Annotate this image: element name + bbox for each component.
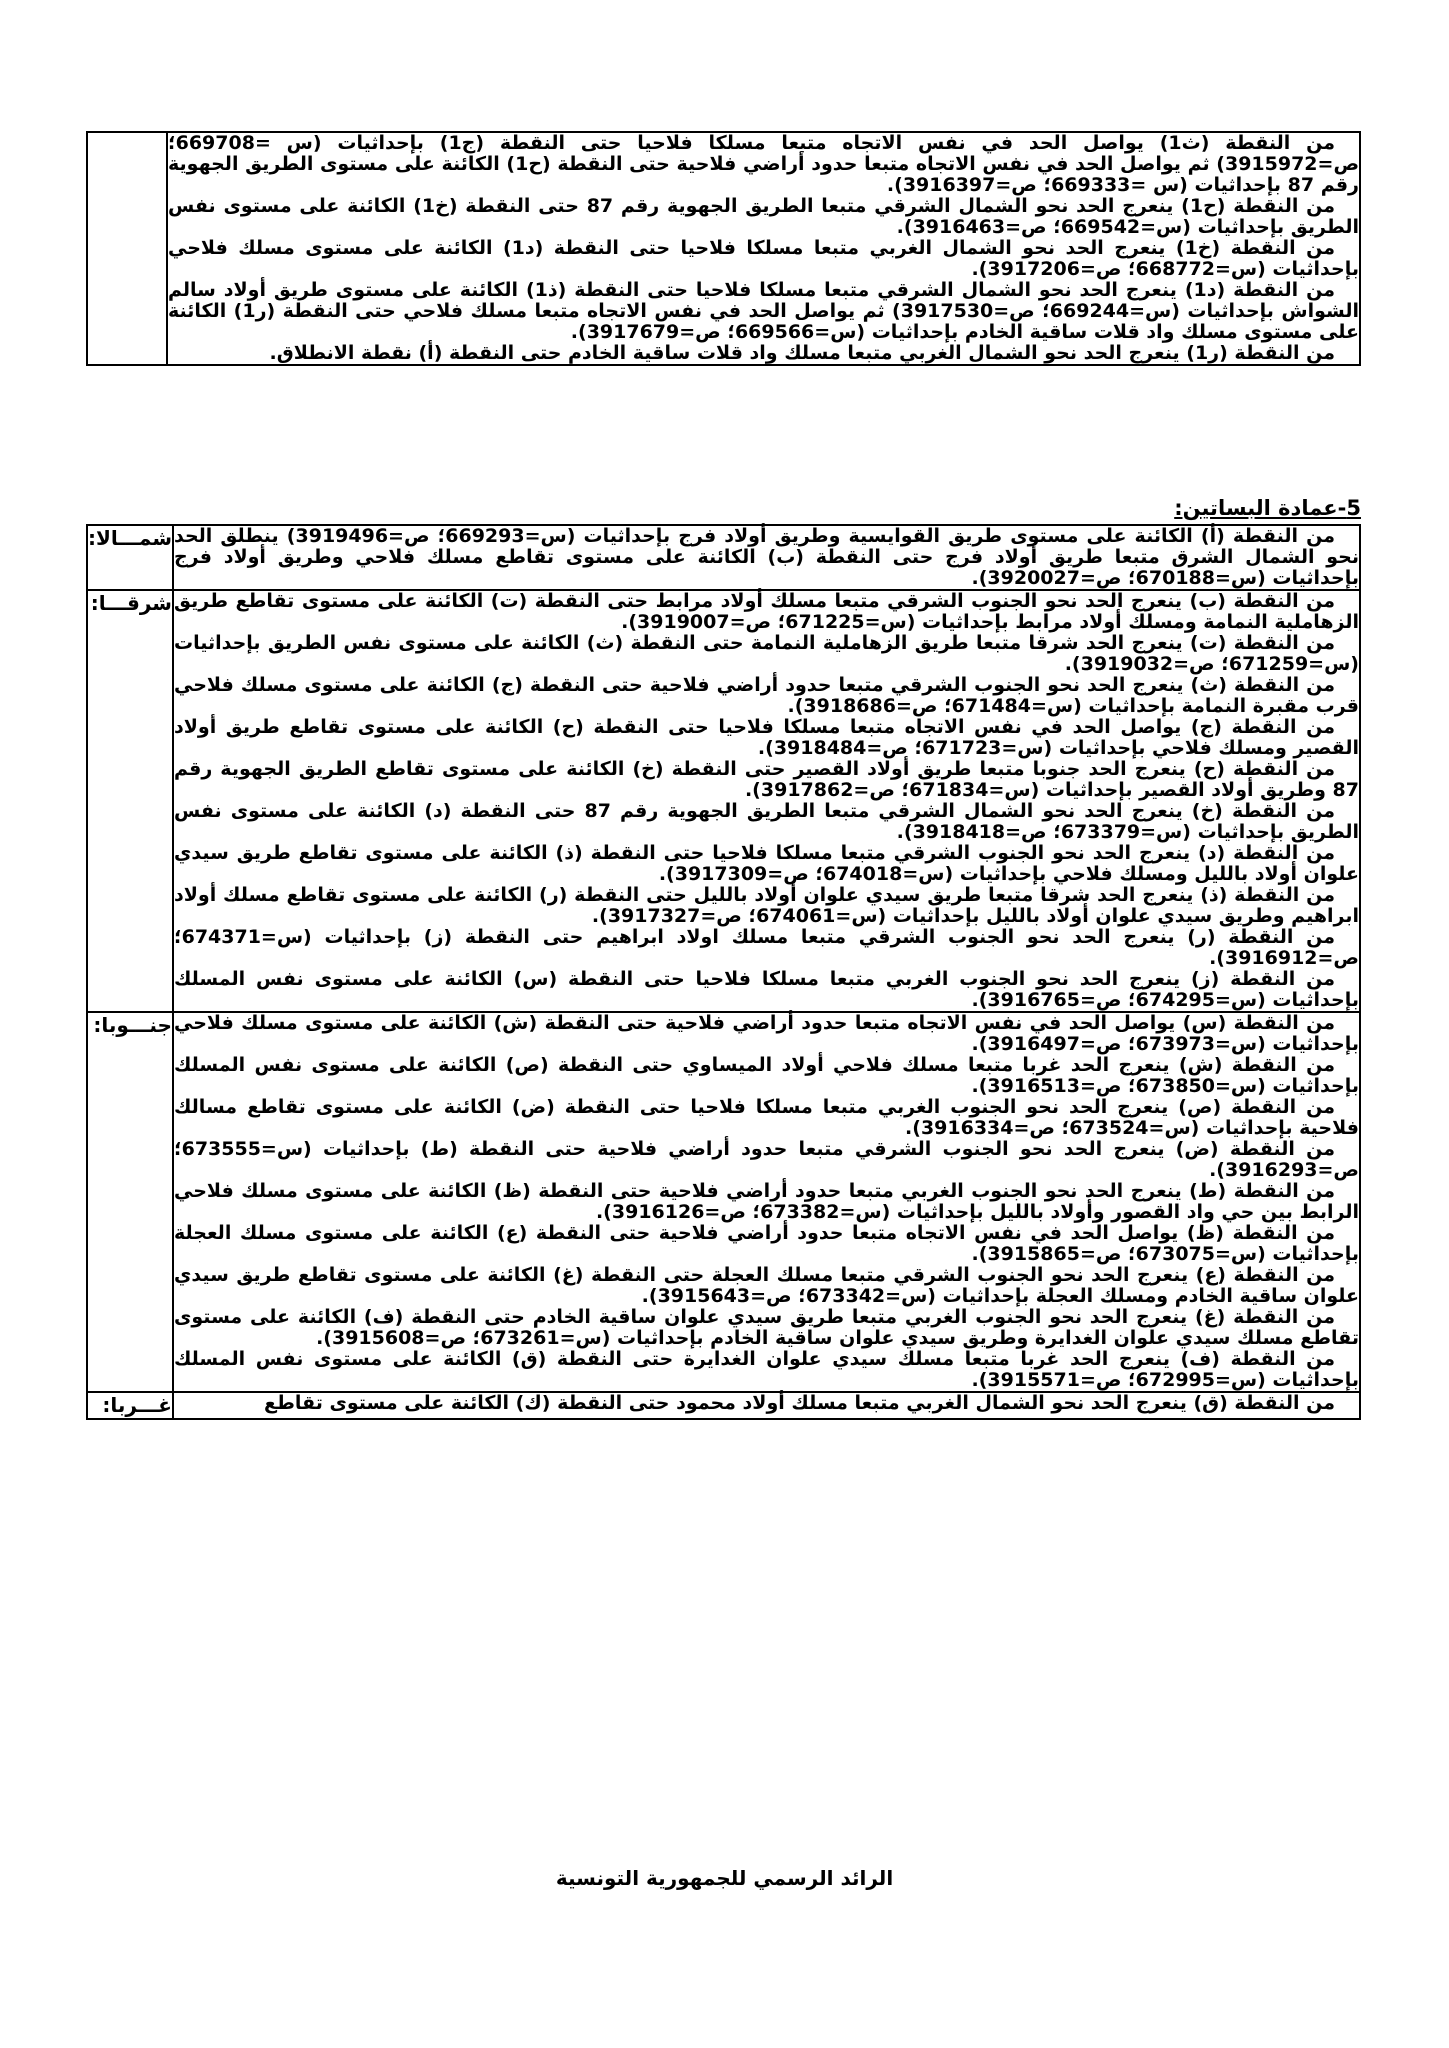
boundary-paragraph: من النقطة (د1) ينعرج الحد نحو الشمال الشرقي متبعا مسلكا فلاحيا حتى النقطة (ذ1) الكائنة على مستوى طريق أولاد سالم الشواش بإحداثيات (س=669244؛ ص=3917530) ثم يواصل الحد في نفس الاتجاه متبعا مسلك فلاحي حتى النقطة (ر1) الكائنة على مستوى مسلك واد قلات ساقية الخادم بإحداثيات (س=669566؛ ص=3917679). bbox=[168, 279, 1359, 343]
boundary-paragraph: من النقطة (ح1) ينعرج الحد نحو الشمال الشرقي متبعا الطريق الجهوية رقم 87 حتى النقطة (خ1) الكائنة على مستوى نفس الطريق بإحداثيات (س=669542؛ ص=3916463). bbox=[168, 195, 1359, 238]
boundary-paragraph: من النقطة (ق) ينعرج الحد نحو الشمال الغربي متبعا مسلك أولاد محمود حتى النقطة (ك) الكائنة على مستوى تقاطع bbox=[264, 1392, 1335, 1414]
north-label: شمـــالا: bbox=[87, 525, 173, 590]
boundary-paragraph: من النقطة (ع) ينعرج الحد نحو الجنوب الشرقي متبعا مسلك العجلة حتى النقطة (غ) الكائنة على مستوى تقاطع طريق سيدي علوان ساقية الخادم ومسلك العجلة بإحداثيات (س=673342؛ ص=3915643). bbox=[173, 1264, 1359, 1307]
east-description-cell bbox=[173, 590, 1360, 1012]
boundary-paragraph: من النقطة (ب) ينعرج الحد نحو الجنوب الشرقي متبعا مسلك أولاد مرابط حتى النقطة (ت) الكائنة على مستوى تقاطع طريق الزهاملية النمامة ومسلك أولاد مرابط بإحداثيات (س=671225؛ ص=3919007). bbox=[173, 590, 1359, 633]
boundary-table-bsatin bbox=[86, 524, 1361, 1420]
boundary-paragraph: من النقطة (ر1) ينعرج الحد نحو الشمال الغربي متبعا مسلك واد قلات ساقية الخادم حتى النقطة (أ) نقطة الانطلاق. bbox=[269, 342, 1335, 364]
boundary-paragraph: من النقطة (ف) ينعرج الحد غربا متبعا مسلك سيدي علوان الغدايرة حتى النقطة (ق) الكائنة على مستوى نفس المسلك بإحداثيات (س=672995؛ ص=3915571). bbox=[173, 1348, 1359, 1391]
section-heading: 5-عمادة البساتين: bbox=[1174, 496, 1361, 520]
south-description-cell bbox=[173, 1012, 1360, 1392]
boundary-paragraph: من النقطة (خ1) ينعرج الحد نحو الشمال الغربي متبعا مسلكا فلاحيا حتى النقطة (د1) الكائنة على مستوى مسلك فلاحي بإحداثيات (س=668772؛ ص=3917206). bbox=[168, 237, 1359, 280]
boundary-paragraph: من النقطة (ز) ينعرج الحد نحو الجنوب الغربي متبعا مسلكا فلاحيا حتى النقطة (س) الكائنة على مستوى نفس المسلك بإحداثيات (س=674295؛ ص=3916765). bbox=[173, 968, 1359, 1011]
footer-gazette-title: الرائد الرسمي للجمهورية التونسية bbox=[555, 1866, 894, 1890]
boundary-paragraph: من النقطة (ت) ينعرج الحد شرقا متبعا طريق الزهاملية النمامة حتى النقطة (ث) الكائنة على مستوى نفس الطريق بإحداثيات (س=671259؛ ص=3919032). bbox=[173, 632, 1359, 675]
boundary-table-continued bbox=[86, 131, 1361, 366]
boundary-paragraph: من النقطة (ر) ينعرج الحد نحو الجنوب الشرقي متبعا مسلك اولاد ابراهيم حتى النقطة (ز) بإحداثيات (س=674371؛ ص=3916912). bbox=[173, 926, 1359, 969]
empty-label-cell bbox=[87, 132, 167, 365]
boundary-paragraph: من النقطة (ض) ينعرج الحد نحو الجنوب الشرقي متبعا حدود أراضي فلاحية حتى النقطة (ط) بإحداثيات (س=673555؛ ص=3916293). bbox=[173, 1138, 1359, 1181]
boundary-paragraph: من النقطة (ظ) يواصل الحد في نفس الاتجاه متبعا حدود أراضي فلاحية حتى النقطة (ع) الكائنة على مستوى مسلك العجلة بإحداثيات (س=673075؛ ص=3915865). bbox=[173, 1222, 1359, 1265]
boundary-paragraph: من النقطة (ج) يواصل الحد في نفس الاتجاه متبعا مسلكا فلاحيا حتى النقطة (ح) الكائنة على مستوى تقاطع طريق أولاد القصير ومسلك فلاحي بإحداثيات (س=671723؛ ص=3918484). bbox=[173, 716, 1359, 759]
row-west bbox=[87, 1392, 1360, 1419]
boundary-paragraph: من النقطة (خ) ينعرج الحد نحو الشمال الشرقي متبعا الطريق الجهوية رقم 87 حتى النقطة (د) الكائنة على مستوى نفس الطريق بإحداثيات (س=673379؛ ص=3918418). bbox=[173, 800, 1359, 843]
boundary-paragraph: من النقطة (ح) ينعرج الحد جنوبا متبعا طريق أولاد القصير حتى النقطة (خ) الكائنة على مستوى تقاطع الطريق الجهوية رقم 87 وطريق أولاد القصير بإحداثيات (س=671834؛ ص=3917862). bbox=[173, 758, 1359, 801]
west-label: غـــربا: bbox=[87, 1392, 173, 1419]
boundary-paragraph: من النقطة (غ) ينعرج الحد نحو الجنوب الغربي متبعا طريق سيدي علوان ساقية الخادم حتى النقطة (ف) الكائنة على مستوى تقاطع مسلك سيدي علوان الغدايرة وطريق سيدي علوان ساقية الخادم بإحداثيات (س=673261؛ ص=3915608). bbox=[173, 1306, 1359, 1349]
boundary-paragraph: من النقطة (س) يواصل الحد في نفس الاتجاه متبعا حدود أراضي فلاحية حتى النقطة (ش) الكائنة على مستوى مسلك فلاحي بإحداثيات (س=673973؛ ص=3916497). bbox=[173, 1012, 1359, 1055]
boundary-description-cell bbox=[167, 132, 1360, 365]
row-north bbox=[87, 525, 1360, 590]
boundary-paragraph: من النقطة (ص) ينعرج الحد نحو الجنوب الغربي متبعا مسلكا فلاحيا حتى النقطة (ض) الكائنة على مستوى تقاطع مسالك فلاحية بإحداثيات (س=673524؛ ص=3916334). bbox=[173, 1096, 1359, 1139]
row-east bbox=[87, 590, 1360, 1012]
south-label: جنـــوبا: bbox=[87, 1012, 173, 1392]
west-description-cell bbox=[173, 1392, 1360, 1419]
row-south bbox=[87, 1012, 1360, 1392]
east-label: شرقـــا: bbox=[87, 590, 173, 1012]
boundary-paragraph: من النقطة (ذ) ينعرج الحد شرقا متبعا طريق سيدي علوان أولاد بالليل حتى النقطة (ر) الكائنة على مستوى تقاطع مسلك أولاد ابراهيم وطريق سيدي علوان أولاد بالليل بإحداثيات (س=674061؛ ص=3917327). bbox=[173, 884, 1359, 927]
boundary-paragraph: من النقطة (ط) ينعرج الحد نحو الجنوب الغربي متبعا حدود أراضي فلاحية حتى النقطة (ظ) الكائنة على مستوى مسلك فلاحي الرابط بين حي واد القصور وأولاد بالليل بإحداثيات (س=673382؛ ص=3916126). bbox=[173, 1180, 1359, 1223]
boundary-paragraph: من النقطة (ث1) يواصل الحد في نفس الاتجاه متبعا مسلكا فلاحيا حتى النقطة (ج1) بإحداثيات (س =669708؛ ص=3915972) ثم يواصل الحد في نفس الاتجاه متبعا حدود أراضي فلاحية حتى النقطة (ح1) الكائنة على مستوى الطريق الجهوية رقم 87 بإحداثيات (س =669333؛ ص=3916397). bbox=[168, 132, 1360, 196]
boundary-paragraph: من النقطة (ش) ينعرج الحد غربا متبعا مسلك فلاحي أولاد الميساوي حتى النقطة (ص) الكائنة على مستوى نفس المسلك بإحداثيات (س=673850؛ ص=3916513). bbox=[173, 1054, 1359, 1097]
boundary-paragraph: من النقطة (ث) ينعرج الحد نحو الجنوب الشرقي متبعا حدود أراضي فلاحية حتى النقطة (ج) الكائنة على مستوى مسلك فلاحي قرب مقبرة النمامة بإحداثيات (س=671484؛ ص=3918686). bbox=[173, 674, 1359, 717]
boundary-paragraph: من النقطة (د) ينعرج الحد نحو الجنوب الشرقي متبعا مسلكا فلاحيا حتى النقطة (ذ) الكائنة على مستوى تقاطع طريق سيدي علوان أولاد بالليل ومسلك فلاحي بإحداثيات (س=674018؛ ص=3917309). bbox=[173, 842, 1359, 885]
boundary-paragraph: من النقطة (أ) الكائنة على مستوى طريق القوايسية وطريق أولاد فرج بإحداثيات (س=669293؛ ص=3919496) ينطلق الحد نحو الشمال الشرق متبعا طريق أولاد فرج حتى النقطة (ب) الكائنة على مستوى تقاطع مسلك فلاحي وطريق أولاد فرج بإحداثيات (س=670188؛ ص=3920027). bbox=[173, 525, 1359, 589]
north-description-cell bbox=[173, 525, 1360, 590]
